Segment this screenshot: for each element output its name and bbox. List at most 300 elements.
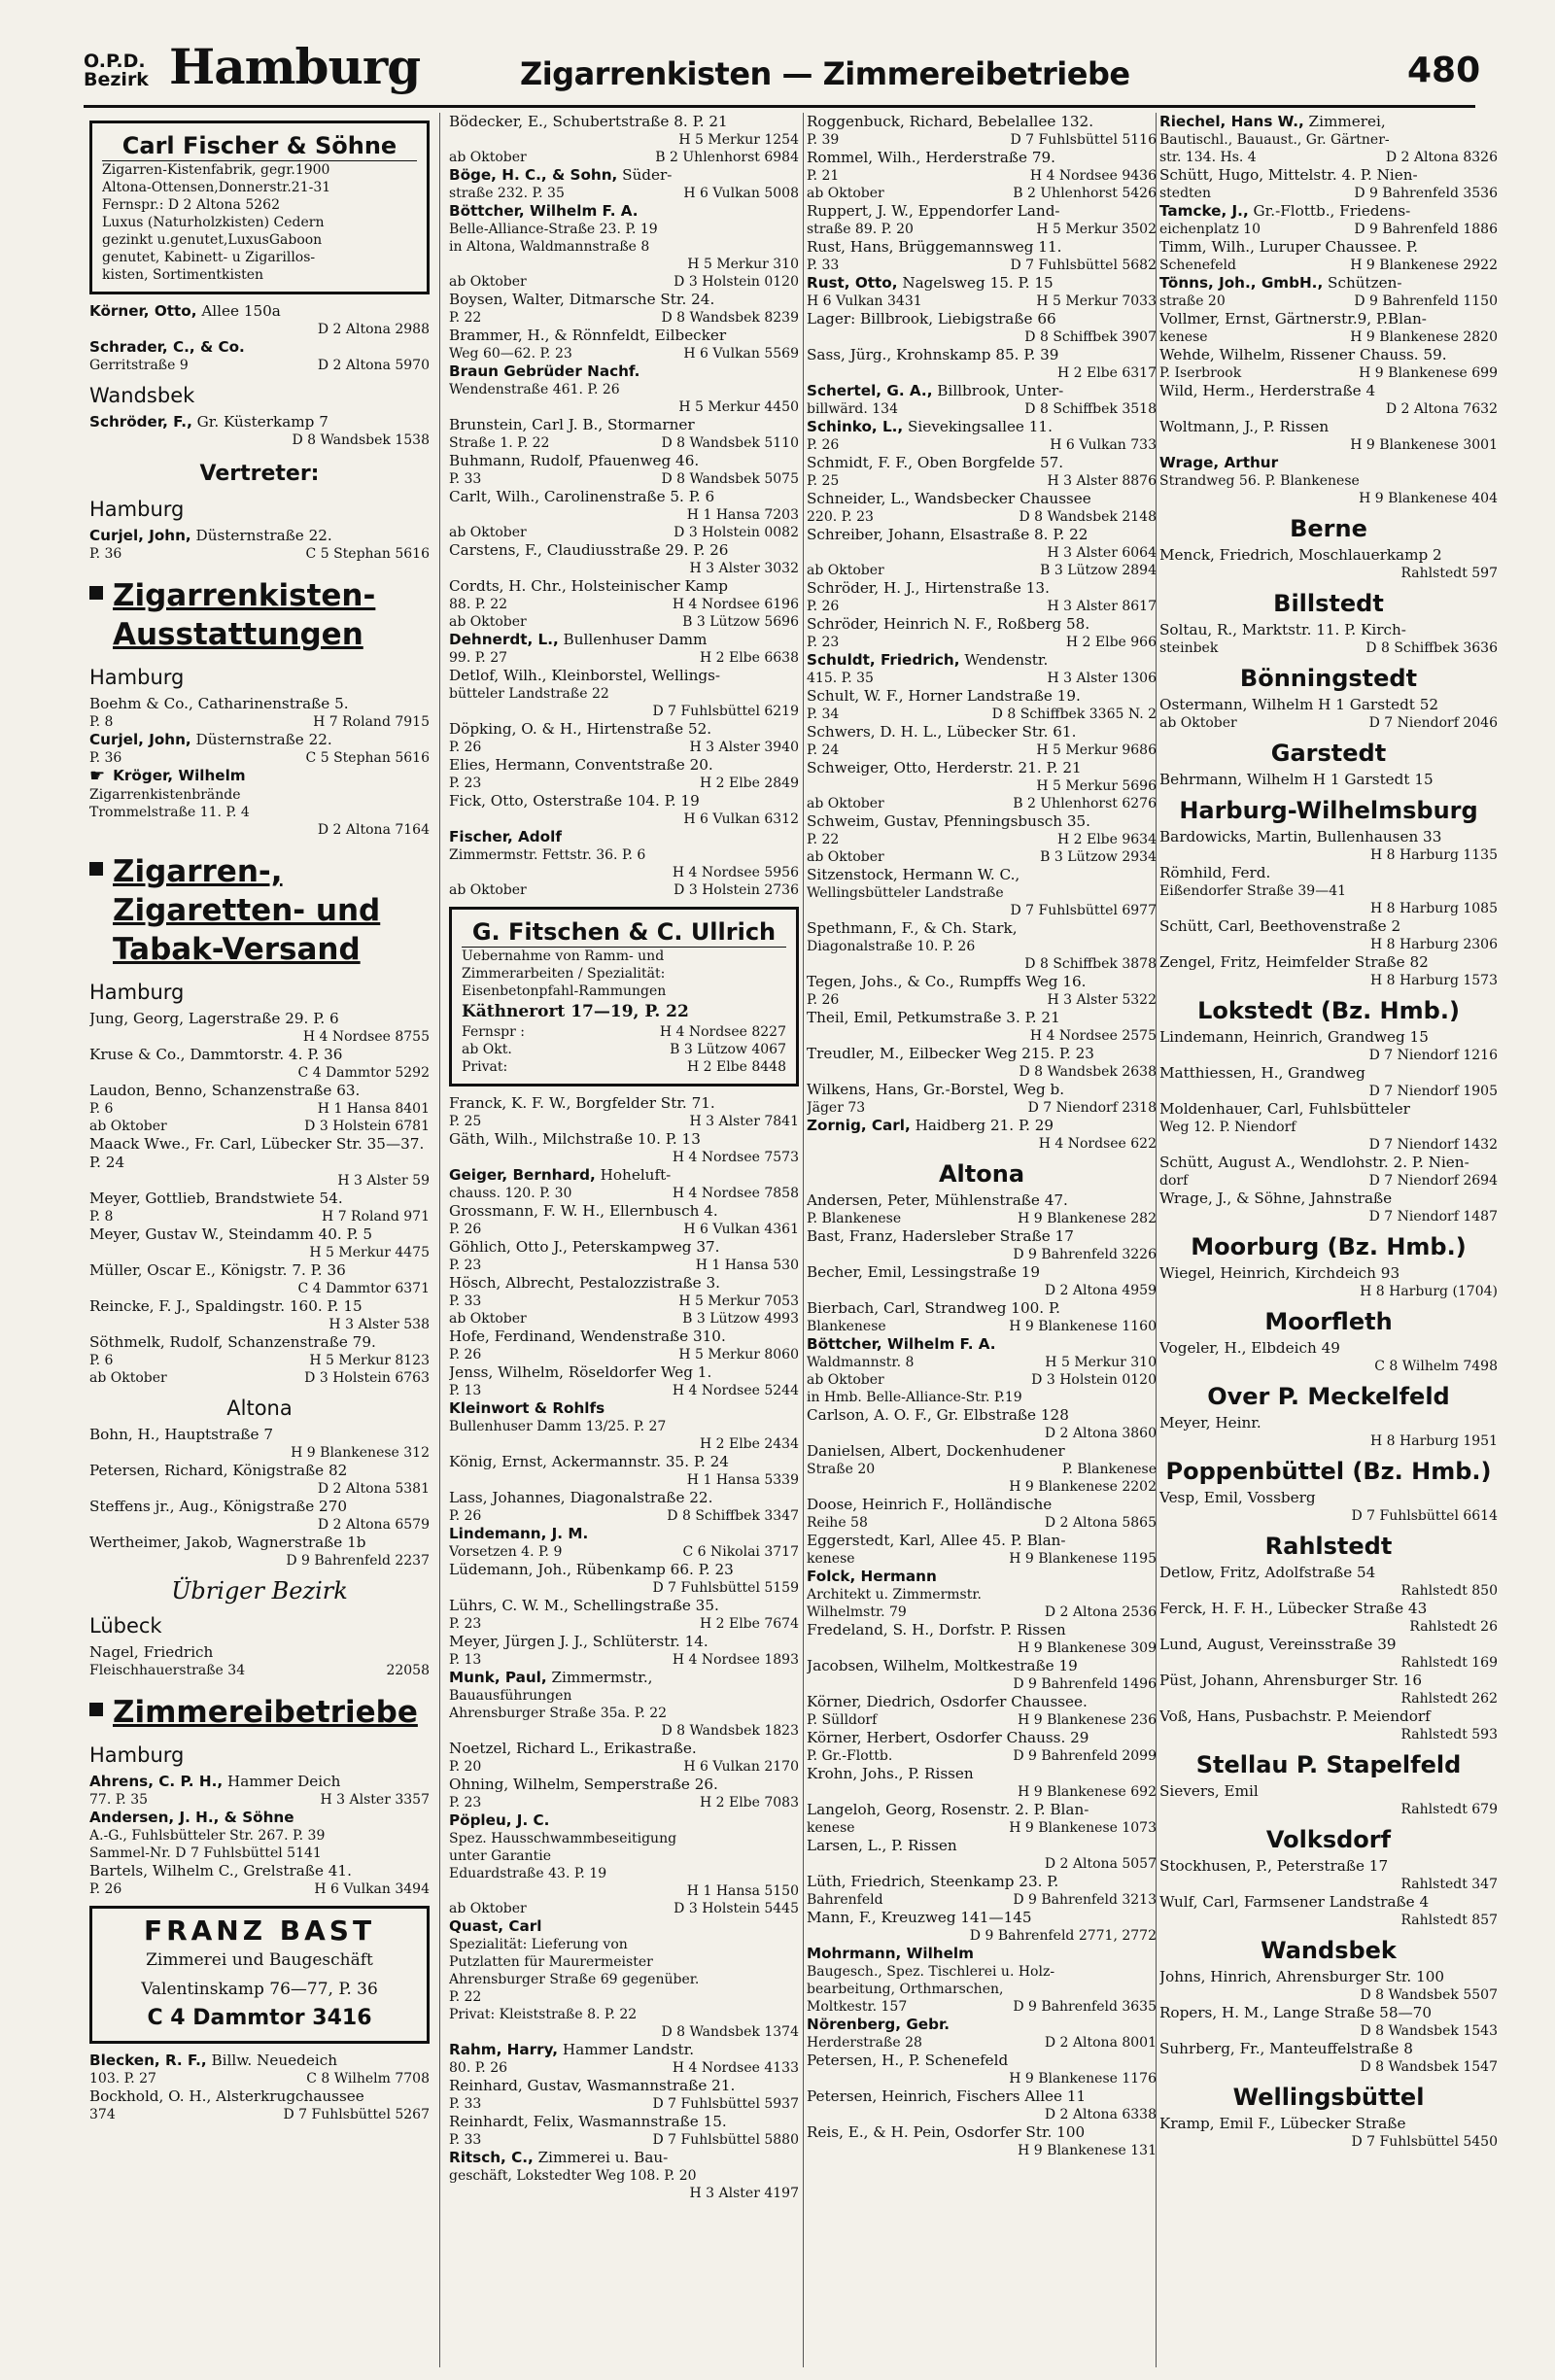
phone-number: H 6 Vulkan 5008 <box>683 186 799 201</box>
listing-detail <box>89 321 430 338</box>
phone-number: D 8 Wandsbek 1547 <box>1360 2059 1498 2075</box>
listing-detail <box>449 1346 799 1363</box>
phone-number: B 2 Uhlenhorst 5426 <box>1013 186 1157 201</box>
listing-name: Kröger, Wilhelm <box>113 767 246 784</box>
listing-head <box>807 310 1157 328</box>
listing-entry <box>449 1525 799 1561</box>
listing-name: Schinko, L., <box>807 418 904 435</box>
listing-address: Haidberg 21. P. 29 <box>910 1117 1054 1134</box>
detail-text <box>1159 936 1365 953</box>
listing-detail <box>449 1113 799 1130</box>
phone-number: D 3 Holstein 0120 <box>674 274 799 290</box>
listing-detail <box>807 1855 1157 1873</box>
phone-number: Rahlstedt 347 <box>1400 1877 1498 1892</box>
listing-entry <box>449 631 799 667</box>
listing-entry <box>449 202 799 291</box>
listing-address: Sitzenstock, Hermann W. C., <box>807 866 1020 883</box>
listing-address: Sass, Jürg., Krohnskamp 85. P. 39 <box>807 346 1059 363</box>
listing-address: Söthmelk, Rudolf, Schanzenstraße 79. <box>89 1333 376 1351</box>
listing-entry <box>807 1657 1157 1693</box>
listing-detail <box>449 649 799 667</box>
listing-address: Detlof, Wilh., Kleinborstel, Wellings- <box>449 667 721 684</box>
listing-detail <box>807 1747 1157 1765</box>
listing-head <box>89 1010 430 1028</box>
detail-text: bütteler Landstraße 22 <box>449 686 609 702</box>
listing-detail <box>807 1318 1157 1335</box>
listing-entry <box>449 2041 799 2077</box>
detail-text: Weg 12. P. Niendorf <box>1159 1120 1296 1135</box>
listing-head <box>807 382 1157 400</box>
listing-entry <box>89 1498 430 1534</box>
listing-entry <box>89 1135 430 1190</box>
detail-text <box>1159 1912 1395 1929</box>
phone-number: H 6 Vulkan 6312 <box>683 811 799 827</box>
listing-detail <box>449 398 799 416</box>
detail-text <box>89 1516 312 1534</box>
listing-detail <box>1159 472 1498 490</box>
phone-number: H 9 Blankenese 2820 <box>1350 329 1498 345</box>
listing-head <box>89 413 430 431</box>
listing-head <box>807 418 1157 436</box>
phone-number: H 2 Elbe 2434 <box>699 1436 799 1452</box>
detail-text: P. 13 <box>449 1652 482 1668</box>
detail-text: Schenefeld <box>1159 258 1236 273</box>
listing-detail <box>1159 1690 1498 1707</box>
listing-name: Nörenberg, Gebr. <box>807 2016 950 2033</box>
listing-entry <box>449 291 799 327</box>
detail-text: stedten <box>1159 186 1211 201</box>
detail-text <box>1159 2058 1354 2076</box>
detail-text: Fleischhauerstraße 34 <box>89 1663 246 1678</box>
detail-text: eichenplatz 10 <box>1159 222 1261 237</box>
listing-entry <box>89 731 430 767</box>
listing-entry <box>1159 828 1498 864</box>
phone-number: D 7 Niendorf 1216 <box>1368 1048 1498 1063</box>
listing-detail <box>1159 257 1498 274</box>
detail-text <box>1159 490 1353 507</box>
listing-entry <box>1159 546 1498 582</box>
phone-number: B 3 Lützow 2894 <box>1040 563 1157 578</box>
place-heading: Wandsbek <box>89 384 195 407</box>
listing-detail <box>1159 972 1498 989</box>
listing-head <box>449 113 799 131</box>
listing-address: Behrmann, Wilhelm H 1 Garstedt 15 <box>1159 771 1434 788</box>
listing-head <box>449 2077 799 2095</box>
listing-detail <box>807 1371 1157 1389</box>
listing-entry <box>89 1082 430 1135</box>
column-3 <box>807 113 1157 2367</box>
listing-head <box>449 1489 799 1507</box>
listing-address: Menck, Friedrich, Moschlauerkamp 2 <box>1159 546 1442 564</box>
listing-address: Lass, Johannes, Diagonalstraße 22. <box>449 1489 713 1506</box>
listing-address: Soltau, R., Marktstr. 11. P. Kirch- <box>1159 621 1406 638</box>
detail-text: P. 33 <box>807 258 840 273</box>
detail-text <box>1159 1726 1395 1743</box>
ad-phone-row <box>462 1041 786 1058</box>
listing-detail <box>807 848 1157 866</box>
detail-text: 415. P. 35 <box>807 671 874 686</box>
listing-entry <box>1159 1600 1498 1636</box>
listing-head <box>807 919 1157 938</box>
listing-detail <box>807 598 1157 615</box>
listing-head <box>1159 1264 1498 1283</box>
listing-address: Becher, Emil, Lessingstraße 19 <box>807 1263 1041 1281</box>
detail-text <box>1159 1801 1395 1818</box>
detail-text <box>807 777 1030 795</box>
listing-detail <box>449 506 799 524</box>
listing-detail <box>807 706 1157 723</box>
detail-text: Ahrensburger Straße 69 gegenüber. <box>449 1972 700 1987</box>
listing-entry <box>807 1873 1157 1909</box>
listing-address: Lührs, C. W. M., Schellingstraße 35. <box>449 1597 719 1614</box>
detail-text <box>89 431 286 449</box>
listing-detail <box>89 1480 430 1498</box>
listing-head <box>89 1225 430 1244</box>
listing-head <box>1159 1154 1498 1172</box>
listing-detail <box>449 1651 799 1669</box>
column-divider <box>439 113 440 2367</box>
listing-name: Mohrmann, Wilhelm <box>807 1945 974 1962</box>
detail-text: Bullenhuser Damm 13/25. P. 27 <box>449 1419 667 1434</box>
listing-entry <box>449 1363 799 1399</box>
listing-entry <box>807 1335 1157 1406</box>
listing-head <box>89 1046 430 1064</box>
listing-detail <box>449 524 799 541</box>
listing-entry <box>449 1094 799 1130</box>
detail-text <box>807 902 1004 919</box>
detail-text <box>1159 1283 1354 1300</box>
listing-name: Wrage, Arthur <box>1159 454 1279 471</box>
place-heading: Billstedt <box>1273 590 1384 617</box>
detail-text: 88. P. 22 <box>449 597 508 612</box>
ad-line: Luxus (Naturholzkisten) Cedern <box>102 215 325 230</box>
detail-text: kenese <box>807 1551 855 1567</box>
page-number: 480 <box>1407 51 1481 90</box>
listing-entry <box>89 1261 430 1297</box>
phone-number: H 9 Blankenese 404 <box>1359 491 1498 506</box>
listing-address: Nagelsweg 15. P. 15 <box>897 274 1054 292</box>
listing-head <box>89 1862 430 1880</box>
detail-text: ab Oktober <box>807 849 884 865</box>
listing-detail <box>807 1354 1157 1371</box>
listing-detail <box>807 1783 1157 1801</box>
phone-number: H 8 Harburg 1951 <box>1370 1433 1498 1449</box>
listing-entry <box>1159 621 1498 657</box>
detail-text <box>1159 1654 1395 1672</box>
ad-line: gezinkt u.genutet,LuxusGaboon <box>102 232 323 248</box>
detail-text: P. Iserbrook <box>1159 365 1242 381</box>
listing-detail <box>449 2006 799 2023</box>
listing-detail <box>807 634 1157 651</box>
phone-number: H 4 Nordsee 7573 <box>672 1150 799 1165</box>
listing-head <box>807 1299 1157 1318</box>
detail-text <box>807 1927 964 1945</box>
phone-number: D 8 Wandsbek 2148 <box>1019 509 1157 525</box>
listing-detail <box>807 902 1157 919</box>
listing-entry <box>449 1238 799 1274</box>
phone-number: D 7 Fuhlsbüttel 6219 <box>652 704 799 719</box>
listing-detail <box>89 545 430 563</box>
section-title: Zigarren-, Zigaretten- und Tabak-Versand <box>113 854 381 967</box>
place-heading: Altona <box>938 1160 1025 1188</box>
detail-text: P. 26 <box>807 992 840 1008</box>
listing-address: Wrage, J., & Söhne, Jahnstraße <box>1159 1190 1393 1207</box>
listing-detail <box>1159 565 1498 582</box>
listing-head <box>89 1534 430 1552</box>
detail-text: P. 36 <box>89 750 122 766</box>
phone-number: H 2 Elbe 9634 <box>1056 832 1157 847</box>
listing-detail <box>449 685 799 703</box>
phone-number: D 7 Fuhlsbüttel 5450 <box>1351 2134 1498 2150</box>
listing-head <box>449 1597 799 1615</box>
listing-entry <box>807 1532 1157 1568</box>
listing-entry <box>1159 1489 1498 1525</box>
listing-address: Langeloh, Georg, Rosenstr. 2. P. Blan- <box>807 1801 1089 1818</box>
detail-text: Diagonalstraße 10. P. 26 <box>807 939 976 954</box>
listing-entry <box>807 2016 1157 2052</box>
listing-detail <box>1159 2133 1498 2151</box>
listing-head <box>1159 1600 1498 1618</box>
phone-number: D 3 Holstein 6781 <box>304 1119 430 1134</box>
listing-address: Ropers, H. M., Lange Straße 58—70 <box>1159 2004 1433 2021</box>
listing-detail <box>1159 714 1498 732</box>
listing-detail <box>89 1845 430 1862</box>
detail-text: Bahrenfeld <box>807 1892 883 1908</box>
listing-head <box>807 1045 1157 1063</box>
listing-head <box>449 202 799 221</box>
listing-head <box>807 651 1157 670</box>
listing-head <box>449 1525 799 1543</box>
listing-detail <box>1159 2058 1498 2076</box>
phone-number: D 8 Schiffbek 3518 <box>1024 401 1157 417</box>
detail-text: straße 20 <box>1159 293 1226 309</box>
listing-name: Dehnerdt, L., <box>449 631 559 648</box>
listing-entry <box>807 1227 1157 1263</box>
phone-number: H 9 Blankenese 312 <box>291 1445 430 1461</box>
listing-address: Brunstein, Carl J. B., Stormarner <box>449 416 695 433</box>
listing-entry <box>1159 1028 1498 1064</box>
detail-text: P. 22 <box>449 1989 482 2005</box>
listing-head <box>807 274 1157 293</box>
detail-text: ab Oktober <box>807 186 884 201</box>
detail-text <box>807 1783 1012 1801</box>
phone-number: D 8 Wandsbek 1543 <box>1360 2023 1498 2039</box>
phone-number: H 9 Blankenese 699 <box>1359 365 1498 381</box>
listing-name: Riechel, Hans W., <box>1159 113 1304 130</box>
listing-address: Vogeler, H., Elbdeich 49 <box>1159 1339 1340 1357</box>
listing-name: Curjel, John, <box>89 527 191 544</box>
place-heading: Hamburg <box>89 981 185 1004</box>
listing-address: Gr. Küsterkamp 7 <box>191 413 328 431</box>
listing-entry <box>449 1489 799 1525</box>
listing-address: Ostermann, Wilhelm H 1 Garstedt 52 <box>1159 696 1439 713</box>
listing-head <box>449 1166 799 1185</box>
detail-text: steinbek <box>1159 640 1219 656</box>
detail-text <box>1159 1507 1345 1525</box>
detail-text: dorf <box>1159 1173 1189 1189</box>
listing-entry <box>807 490 1157 526</box>
phone-number: H 6 Vulkan 5569 <box>683 346 799 362</box>
listing-entry <box>807 202 1157 238</box>
listing-entry <box>1159 2004 1498 2040</box>
phone-number: B 3 Lützow 2934 <box>1040 849 1157 865</box>
phone-number: D 7 Fuhlsbüttel 5116 <box>1010 132 1157 148</box>
listing-head <box>1159 346 1498 364</box>
phone-number: D 9 Bahrenfeld 1886 <box>1354 222 1498 237</box>
listing-detail <box>449 2131 799 2149</box>
detail-text: P. 33 <box>449 2132 482 2148</box>
listing-detail <box>807 1478 1157 1496</box>
listing-entry <box>89 1862 430 1898</box>
listing-address: Rommel, Wilh., Herderstraße 79. <box>807 149 1055 166</box>
listing-head <box>449 720 799 739</box>
place-heading: Moorburg (Bz. Hmb.) <box>1191 1233 1467 1260</box>
detail-text: P. 26 <box>449 740 482 755</box>
detail-text: in Altona, Waldmannstraße 8 <box>449 239 650 255</box>
detail-text: Architekt u. Zimmermstr. <box>807 1587 982 1603</box>
place-heading: Wandsbek <box>1261 1937 1397 1964</box>
phone-number: Rahlstedt 169 <box>1400 1655 1498 1671</box>
listing-detail <box>1159 1283 1498 1300</box>
phone-number: B 3 Lützow 4993 <box>682 1311 799 1327</box>
detail-text <box>89 1480 312 1498</box>
phone-number: H 5 Merkur 7053 <box>678 1293 799 1309</box>
listing-detail <box>807 364 1157 382</box>
listing-address: Petersen, H., P. Schenefeld <box>807 2052 1009 2069</box>
listing-detail <box>807 831 1157 848</box>
detail-text: P. 26 <box>449 1347 482 1362</box>
listing-address: Maack Wwe., Fr. Carl, Lübecker Str. 35—37. P. 24 <box>89 1135 425 1171</box>
listing-address: Sievers, Emil <box>1159 1782 1259 1800</box>
listing-entry <box>807 759 1157 812</box>
listing-address: Bohn, H., Hauptstraße 7 <box>89 1426 273 1443</box>
listing-head <box>807 490 1157 508</box>
listing-head <box>89 527 430 545</box>
detail-text: Eißendorfer Straße 39—41 <box>1159 883 1347 899</box>
place-heading: Over P. Meckelfeld <box>1207 1383 1450 1410</box>
listing-address: Schwers, D. H. L., Lübecker Str. 61. <box>807 723 1077 741</box>
detail-text <box>807 1135 1033 1153</box>
listing-detail <box>807 1891 1157 1909</box>
detail-text: P. 20 <box>449 1759 482 1775</box>
listing-head <box>449 1202 799 1221</box>
listing-entry <box>449 2149 799 2202</box>
pointing-hand-icon: ☛ <box>89 766 106 786</box>
phone-number: H 4 Nordsee 7858 <box>672 1186 799 1201</box>
place-heading: Poppenbüttel (Bz. Hmb.) <box>1165 1458 1492 1485</box>
listing-detail <box>807 1927 1157 1945</box>
detail-text: kenese <box>1159 329 1208 345</box>
phone-number: H 7 Roland 7915 <box>313 714 430 730</box>
listing-head <box>1159 1672 1498 1690</box>
listing-address: Bierbach, Carl, Strandweg 100. P. <box>807 1299 1060 1317</box>
listing-entry <box>89 2087 430 2123</box>
listing-detail <box>807 1711 1157 1729</box>
listing-address: Schütt, August A., Wendlohstr. 2. P. Nien- <box>1159 1154 1469 1171</box>
phone-number: H 5 Merkur 310 <box>687 257 799 272</box>
phone-number: Rahlstedt 262 <box>1400 1691 1498 1707</box>
listing-head <box>1159 1857 1498 1876</box>
listing-detail <box>1159 400 1498 418</box>
listing-entry <box>89 1190 430 1225</box>
detail-text: P. 25 <box>807 473 840 489</box>
phone-number: D 8 Wandsbek 2638 <box>1019 1064 1157 1080</box>
listing-address: Laudon, Benno, Schanzenstraße 63. <box>89 1082 361 1099</box>
listing-detail <box>89 357 430 374</box>
detail-text: unter Garantie <box>449 1848 552 1864</box>
listing-head <box>89 1135 430 1172</box>
listing-head <box>1159 771 1498 789</box>
listing-head <box>1159 382 1498 400</box>
phone-number: H 9 Blankenese 1073 <box>1009 1820 1157 1836</box>
detail-text: geschäft, Lokstedter Weg 108. P. 20 <box>449 2168 697 2184</box>
listing-entry <box>449 452 799 488</box>
phone-number: D 8 Wandsbek 1374 <box>661 2024 799 2040</box>
listing-head <box>449 631 799 649</box>
listing-head <box>1159 2115 1498 2133</box>
listing-detail <box>1159 1172 1498 1190</box>
listing-address: Boysen, Walter, Ditmarsche Str. 24. <box>449 291 715 308</box>
listing-detail <box>807 167 1157 185</box>
phone-number: H 8 Harburg (1704) <box>1360 1284 1498 1299</box>
listing-entry <box>1159 382 1498 418</box>
listing-address: Boehm & Co., Catharinenstraße 5. <box>89 695 349 712</box>
phone-number: H 4 Nordsee 8755 <box>302 1029 430 1045</box>
phone-number: H 2 Elbe 7674 <box>699 1616 799 1632</box>
listing-entry <box>1159 953 1498 989</box>
detail-text: Vorsetzen 4. P. 9 <box>449 1544 563 1560</box>
place-heading: Berne <box>1290 515 1367 542</box>
listing-address: Lüdemann, Joh., Rübenkamp 66. P. 23 <box>449 1561 734 1578</box>
listing-address: Schütt, Hugo, Mittelstr. 4. P. Nien- <box>1159 166 1418 184</box>
detail-text <box>1159 436 1344 454</box>
phone-number: H 5 Merkur 4450 <box>678 399 799 415</box>
listing-head <box>807 973 1157 991</box>
phone-number: H 4 Nordsee 4133 <box>672 2060 799 2076</box>
listing-detail <box>449 1865 799 1882</box>
listing-entry <box>807 1765 1157 1801</box>
detail-text: ab Oktober <box>449 882 527 898</box>
detail-text <box>449 2023 655 2041</box>
listing-detail <box>449 1615 799 1633</box>
listing-detail <box>807 1425 1157 1442</box>
listing-name: Ritsch, C., <box>449 2149 534 2166</box>
place-heading: Volksdorf <box>1265 1826 1392 1853</box>
listing-head <box>1159 864 1498 882</box>
detail-text <box>449 811 677 828</box>
detail-text: Ahrensburger Straße 35a. P. 22 <box>449 1706 668 1721</box>
detail-text: P. Sülldorf <box>807 1712 878 1728</box>
listing-address: Schmidt, F. F., Oben Borgfelde 57. <box>807 454 1064 471</box>
detail-text: str. 134. Hs. 4 <box>1159 150 1257 165</box>
listing-address: Meyer, Heinr. <box>1159 1414 1261 1431</box>
listing-address: Timm, Wilh., Luruper Chaussee. P. <box>1159 238 1418 256</box>
phone-number: D 2 Altona 6338 <box>1044 2107 1157 2122</box>
listing-detail <box>89 1352 430 1369</box>
listing-address: Gäth, Wilh., Milchstraße 10. P. 13 <box>449 1130 701 1148</box>
listing-head <box>807 759 1157 777</box>
phone-number: H 4 Nordsee 8227 <box>659 1024 786 1040</box>
phone-number: D 8 Wandsbek 5075 <box>661 471 799 487</box>
phone-number: D 9 Bahrenfeld 2771, 2772 <box>969 1928 1157 1944</box>
page-header <box>0 0 1555 109</box>
listing-head <box>1159 238 1498 257</box>
phone-number: D 9 Bahrenfeld 1150 <box>1354 293 1498 309</box>
listing-entry <box>1159 1857 1498 1893</box>
detail-text: Privat: <box>462 1059 508 1075</box>
listing-entry <box>1159 1968 1498 2004</box>
listing-entry <box>807 2123 1157 2159</box>
